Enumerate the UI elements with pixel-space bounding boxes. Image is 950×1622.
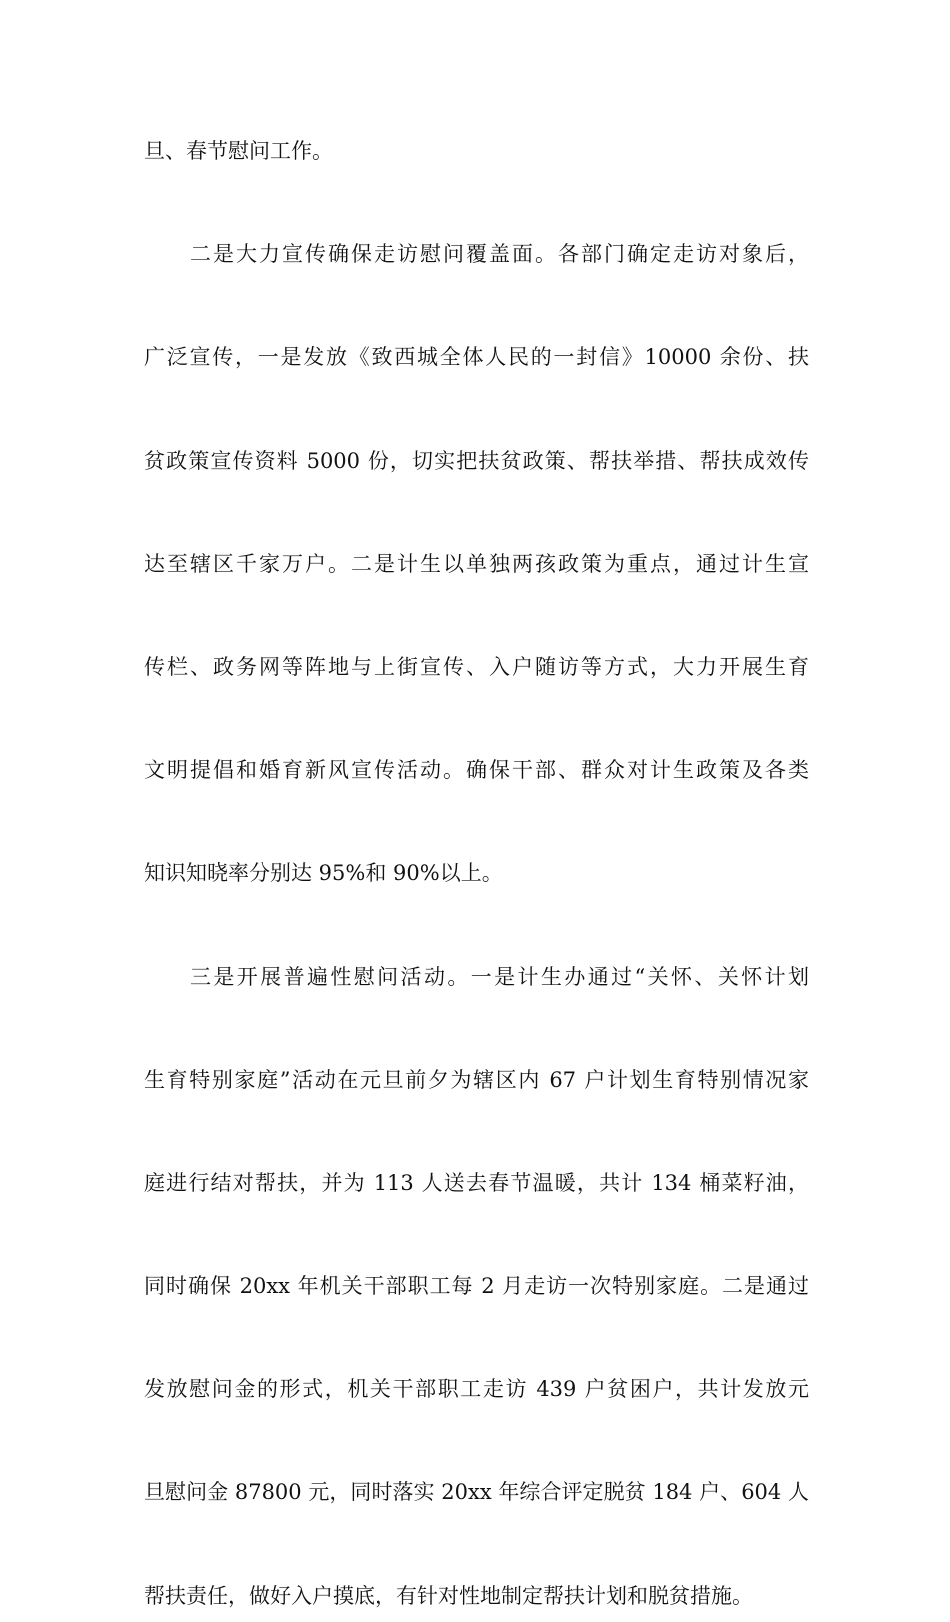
text-line: 传栏、政务网等阵地与上街宣传、入户随访等方式，大力开展生育 bbox=[144, 654, 809, 679]
paragraph-gap bbox=[144, 797, 809, 849]
text-line: 庭进行结对帮扶，并为 113 人送去春节温暖，共计 134 桶菜籽油， bbox=[144, 1170, 809, 1195]
paragraph-gap bbox=[144, 1106, 809, 1158]
paragraph-gap bbox=[144, 384, 809, 436]
paragraph-gap bbox=[144, 1519, 809, 1571]
paragraph-gap bbox=[144, 1416, 809, 1468]
text-line: 文明提倡和婚育新风宣传活动。确保干部、群众对计生政策及各类 bbox=[144, 758, 809, 783]
paragraph-gap bbox=[144, 487, 809, 539]
text-line: 达至辖区千家万户。二是计生以单独两孩政策为重点，通过计生宣 bbox=[144, 551, 809, 576]
body-text bbox=[144, 126, 809, 1622]
text-line: 同时确保 20xx 年机关干部职工每 2 月走访一次特别家庭。二是通过 bbox=[144, 1274, 809, 1299]
text-line: 广泛宣传，一是发放《致西城全体人民的一封信》10000 余份、扶 bbox=[144, 345, 809, 370]
paragraph-gap bbox=[144, 590, 809, 642]
paragraph-gap bbox=[144, 1209, 809, 1261]
text-line: 三是开展普遍性慰问活动。一是计生办通过“关怀、关怀计划 bbox=[190, 964, 809, 989]
text-line: 二是大力宣传确保走访慰问覆盖面。各部门确定走访对象后， bbox=[190, 242, 809, 267]
paragraph-gap bbox=[144, 178, 809, 230]
text-line: 知识知晓率分别达 95%和 90%以上。 bbox=[144, 861, 503, 886]
text-line: 发放慰问金的形式，机关干部职工走访 439 户贫困户，共计发放元 bbox=[144, 1377, 809, 1402]
paragraph-gap bbox=[144, 281, 809, 333]
paragraph-gap bbox=[144, 694, 809, 746]
paragraph-gap bbox=[144, 900, 809, 952]
text-line: 帮扶责任，做好入户摸底，有针对性地制定帮扶计划和脱贫措施。 bbox=[144, 1583, 753, 1608]
text-line: 生育特别家庭”活动在元旦前夕为辖区内 67 户计划生育特别情况家 bbox=[144, 1067, 809, 1092]
paragraph-gap bbox=[144, 1003, 809, 1055]
text-line: 旦慰问金 87800 元，同时落实 20xx 年综合评定脱贫 184 户、604 人 bbox=[144, 1480, 809, 1505]
text-line: 旦、春节慰问工作。 bbox=[144, 139, 333, 163]
text-line: 贫政策宣传资料 5000 份，切实把扶贫政策、帮扶举措、帮扶成效传 bbox=[144, 448, 809, 473]
paragraph-gap bbox=[144, 1313, 809, 1365]
